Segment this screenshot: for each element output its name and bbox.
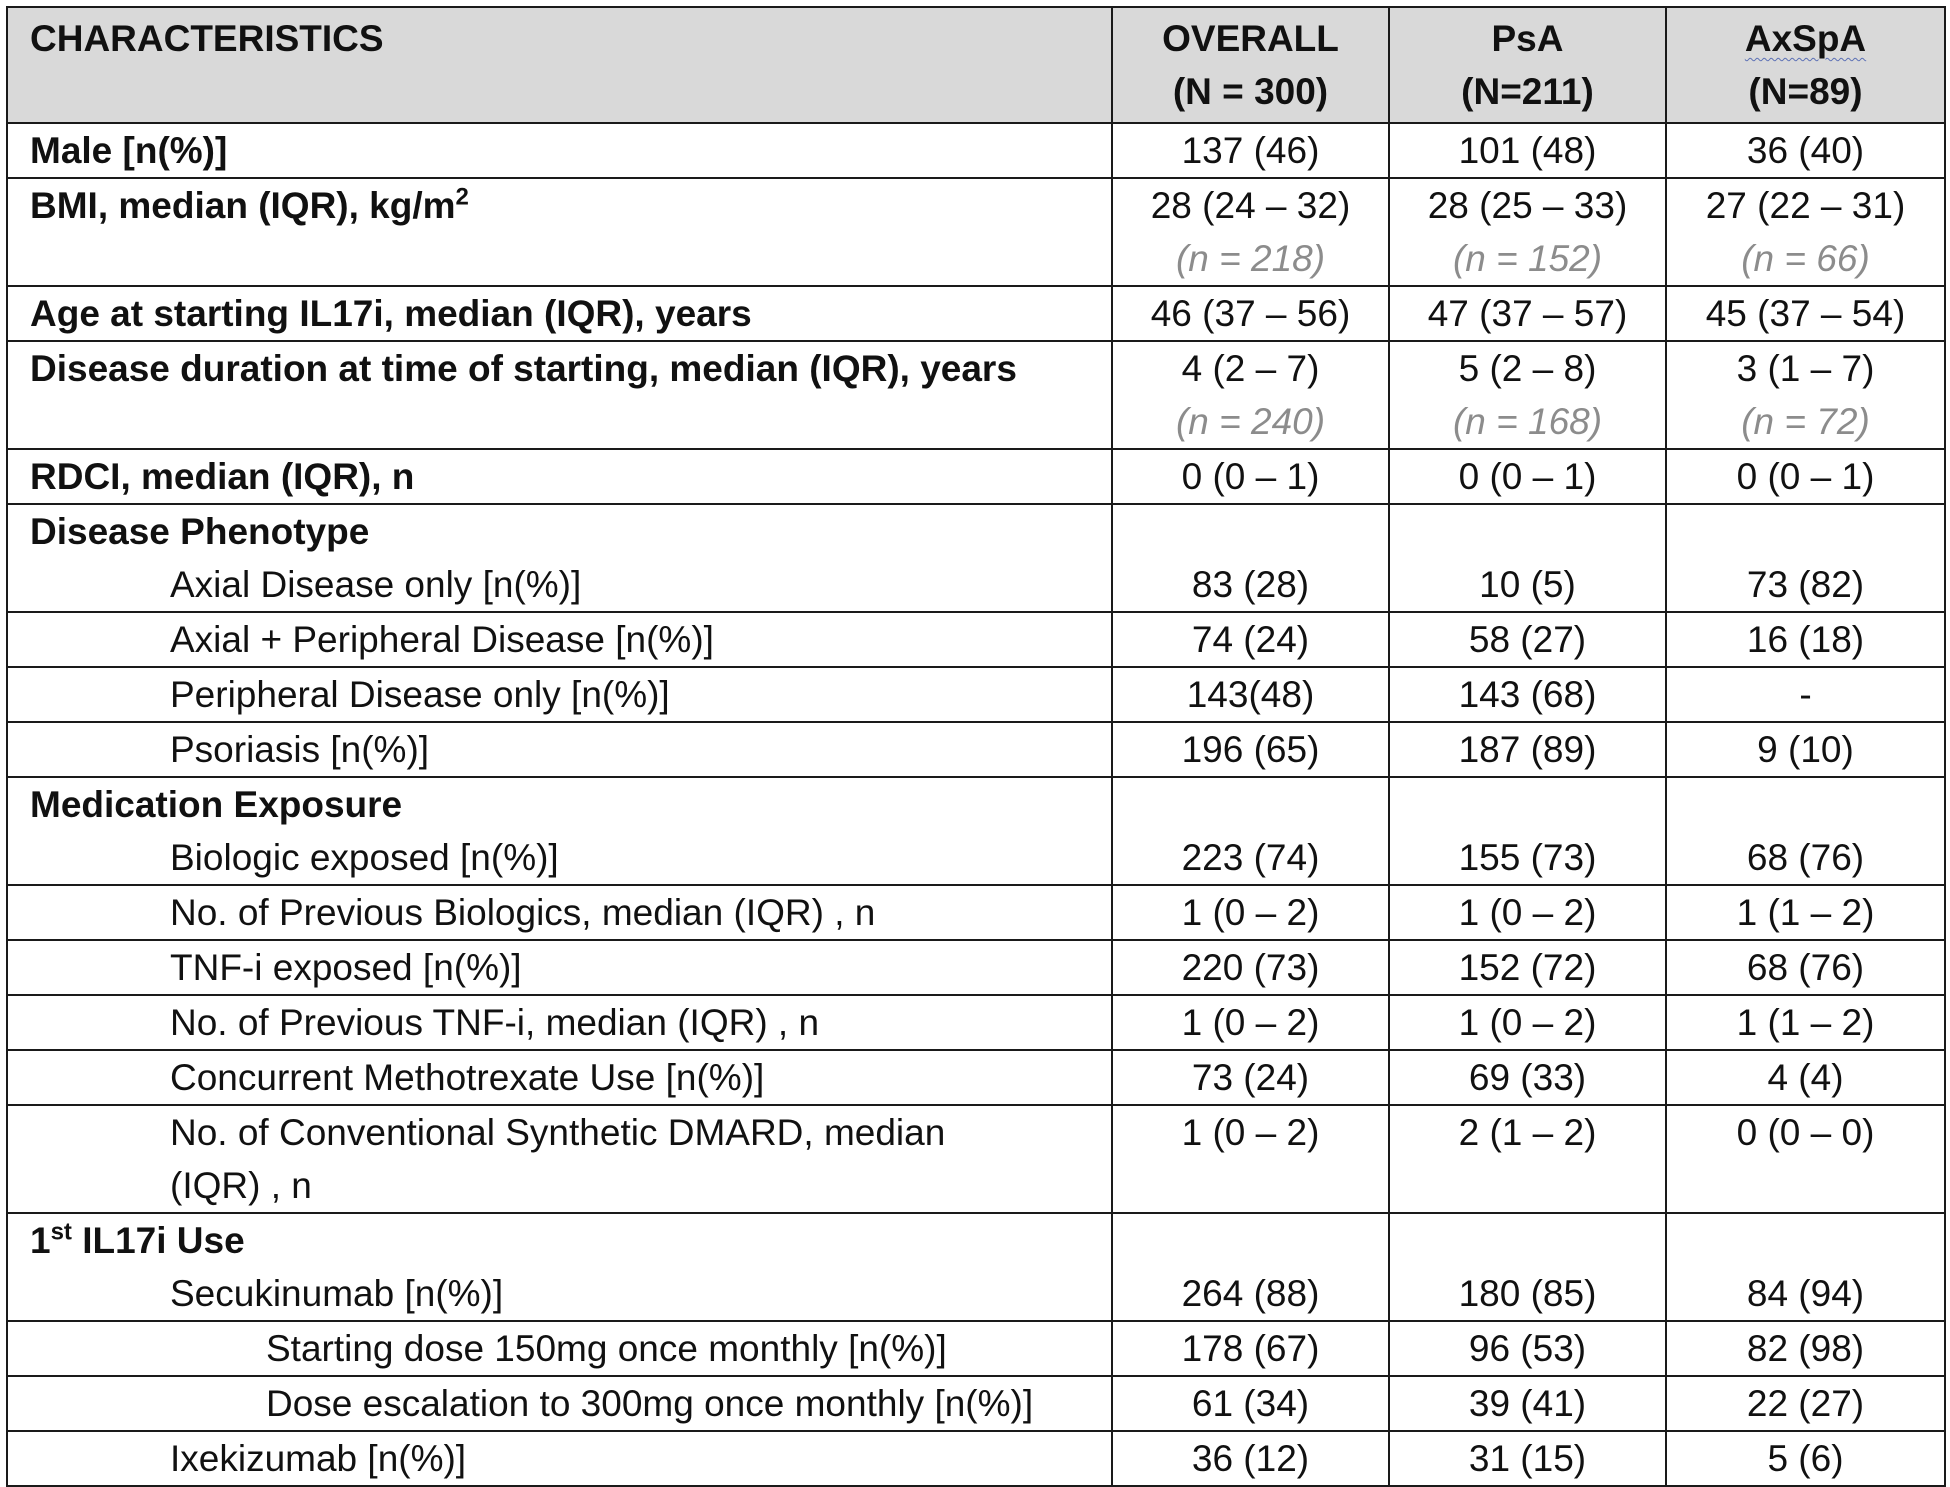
cell-overall: 1 (0 – 2) (1112, 885, 1389, 940)
cell-axspa: 68 (76) (1666, 940, 1945, 995)
section-row-medication-exposure (7, 777, 1945, 885)
row-label: Starting dose 150mg once monthly [n(%)] (7, 1321, 1112, 1376)
cell-axspa: 1 (1 – 2) (1666, 995, 1945, 1050)
table-row (7, 123, 1945, 178)
table-row (7, 667, 1945, 722)
section-heading: Medication Exposure (30, 784, 403, 825)
cell-overall: 143(48) (1112, 667, 1389, 722)
table-row (7, 1431, 1945, 1486)
subgroup-n: (n = 168) (1452, 401, 1603, 442)
subgroup-n: (n = 152) (1452, 238, 1603, 279)
table-row (7, 995, 1945, 1050)
cell-psa: 69 (33) (1389, 1050, 1666, 1105)
cell-overall: 36 (12) (1112, 1431, 1389, 1486)
cell-psa: 1 (0 – 2) (1389, 885, 1666, 940)
table-row (7, 286, 1945, 341)
cell-overall: 137 (46) (1112, 123, 1389, 178)
cell-overall: 178 (67) (1112, 1321, 1389, 1376)
cell-psa: 31 (15) (1389, 1431, 1666, 1486)
row-label: Ixekizumab [n(%)] (7, 1431, 1112, 1486)
table-row (7, 612, 1945, 667)
cell-axspa: 84 (94) (1666, 1213, 1945, 1321)
row-label: Concurrent Methotrexate Use [n(%)] (7, 1050, 1112, 1105)
row-label: RDCI, median (IQR), n (7, 449, 1112, 504)
table-row (7, 178, 1945, 286)
cell-psa: 187 (89) (1389, 722, 1666, 777)
header-row (7, 7, 1945, 123)
cell-psa: 101 (48) (1389, 123, 1666, 178)
cell-overall: 223 (74) (1112, 777, 1389, 885)
row-label: Disease duration at time of starting, median (IQR), years (7, 341, 1112, 449)
cell-axspa: 36 (40) (1666, 123, 1945, 178)
cell-axspa: 0 (0 – 0) (1666, 1105, 1945, 1213)
baseline-characteristics-table (6, 6, 1946, 1487)
cell-overall: 83 (28) (1112, 504, 1389, 612)
table-row (7, 341, 1945, 449)
row-label: No. of Conventional Synthetic DMARD, median (IQR) , n (7, 1105, 1112, 1213)
cell-axspa: 4 (4) (1666, 1050, 1945, 1105)
subgroup-n: (n = 240) (1175, 401, 1326, 442)
subgroup-n: (n = 72) (1741, 401, 1870, 442)
cell-axspa: - (1666, 667, 1945, 722)
cell-overall: 73 (24) (1112, 1050, 1389, 1105)
cell-psa: 152 (72) (1389, 940, 1666, 995)
cell-axspa: 27 (22 – 31) (n = 66) (1666, 178, 1945, 286)
cell-axspa: 73 (82) (1666, 504, 1945, 612)
cell-axspa: 22 (27) (1666, 1376, 1945, 1431)
cell-overall: 61 (34) (1112, 1376, 1389, 1431)
cell-psa: 47 (37 – 57) (1389, 286, 1666, 341)
cell-psa: 143 (68) (1389, 667, 1666, 722)
section-row-disease-phenotype (7, 504, 1945, 612)
table-row (7, 940, 1945, 995)
table-row (7, 722, 1945, 777)
table-row (7, 1050, 1945, 1105)
cell-overall: 264 (88) (1112, 1213, 1389, 1321)
cell-psa: 155 (73) (1389, 777, 1666, 885)
table-row (7, 885, 1945, 940)
row-label: Psoriasis [n(%)] (7, 722, 1112, 777)
row-label: Age at starting IL17i, median (IQR), years (7, 286, 1112, 341)
cell-psa: 5 (2 – 8) (n = 168) (1389, 341, 1666, 449)
cell-overall: 220 (73) (1112, 940, 1389, 995)
cell-psa: 28 (25 – 33) (n = 152) (1389, 178, 1666, 286)
cell-psa: 2 (1 – 2) (1389, 1105, 1666, 1213)
section-heading: 1st IL17i Use (30, 1218, 245, 1261)
cell-axspa: 5 (6) (1666, 1431, 1945, 1486)
subgroup-n: (n = 218) (1175, 238, 1326, 279)
cell-axspa: 9 (10) (1666, 722, 1945, 777)
section-heading: Disease Phenotype (30, 511, 370, 552)
cell-psa: 180 (85) (1389, 1213, 1666, 1321)
section-label: 1st IL17i Use Secukinumab [n(%)] (7, 1213, 1112, 1321)
cell-axspa: 3 (1 – 7) (n = 72) (1666, 341, 1945, 449)
cell-axspa: 1 (1 – 2) (1666, 885, 1945, 940)
row-label: No. of Previous Biologics, median (IQR) , n (7, 885, 1112, 940)
cell-psa: 10 (5) (1389, 504, 1666, 612)
cell-psa: 39 (41) (1389, 1376, 1666, 1431)
cell-overall: 74 (24) (1112, 612, 1389, 667)
table-row (7, 1376, 1945, 1431)
header-axspa: AxSpA (N=89) (1666, 7, 1945, 123)
axspa-spellcheck-underline: AxSpA (1744, 18, 1867, 59)
baseline-characteristics-table-wrapper (6, 6, 1946, 1487)
cell-overall: 1 (0 – 2) (1112, 995, 1389, 1050)
row-label: Axial + Peripheral Disease [n(%)] (7, 612, 1112, 667)
cell-overall: 28 (24 – 32) (n = 218) (1112, 178, 1389, 286)
row-label: No. of Previous TNF-i, median (IQR) , n (7, 995, 1112, 1050)
row-label: Male [n(%)] (7, 123, 1112, 178)
section-label: Disease Phenotype Axial Disease only [n(%)] (7, 504, 1112, 612)
cell-axspa: 45 (37 – 54) (1666, 286, 1945, 341)
cell-axspa: 16 (18) (1666, 612, 1945, 667)
cell-overall: 196 (65) (1112, 722, 1389, 777)
cell-axspa: 68 (76) (1666, 777, 1945, 885)
section-label: Medication Exposure Biologic exposed [n(%)] (7, 777, 1112, 885)
row-label: Dose escalation to 300mg once monthly [n(%)] (7, 1376, 1112, 1431)
cell-axspa: 0 (0 – 1) (1666, 449, 1945, 504)
cell-overall: 46 (37 – 56) (1112, 286, 1389, 341)
table-row (7, 1321, 1945, 1376)
cell-overall: 1 (0 – 2) (1112, 1105, 1389, 1213)
section-row-il17i-use (7, 1213, 1945, 1321)
header-psa: PsA (N=211) (1389, 7, 1666, 123)
cell-overall: 0 (0 – 1) (1112, 449, 1389, 504)
cell-psa: 1 (0 – 2) (1389, 995, 1666, 1050)
subgroup-n: (n = 66) (1741, 238, 1870, 279)
table-row (7, 449, 1945, 504)
cell-axspa: 82 (98) (1666, 1321, 1945, 1376)
cell-psa: 58 (27) (1389, 612, 1666, 667)
row-label: BMI, median (IQR), $kg/m^2$ (7, 178, 1112, 286)
cell-overall: 4 (2 – 7) (n = 240) (1112, 341, 1389, 449)
row-label: TNF-i exposed [n(%)] (7, 940, 1112, 995)
cell-psa: 0 (0 – 1) (1389, 449, 1666, 504)
cell-psa: 96 (53) (1389, 1321, 1666, 1376)
header-characteristics: CHARACTERISTICS (7, 7, 1112, 123)
header-overall: OVERALL (N = 300) (1112, 7, 1389, 123)
table-row (7, 1105, 1945, 1213)
row-label: Peripheral Disease only [n(%)] (7, 667, 1112, 722)
